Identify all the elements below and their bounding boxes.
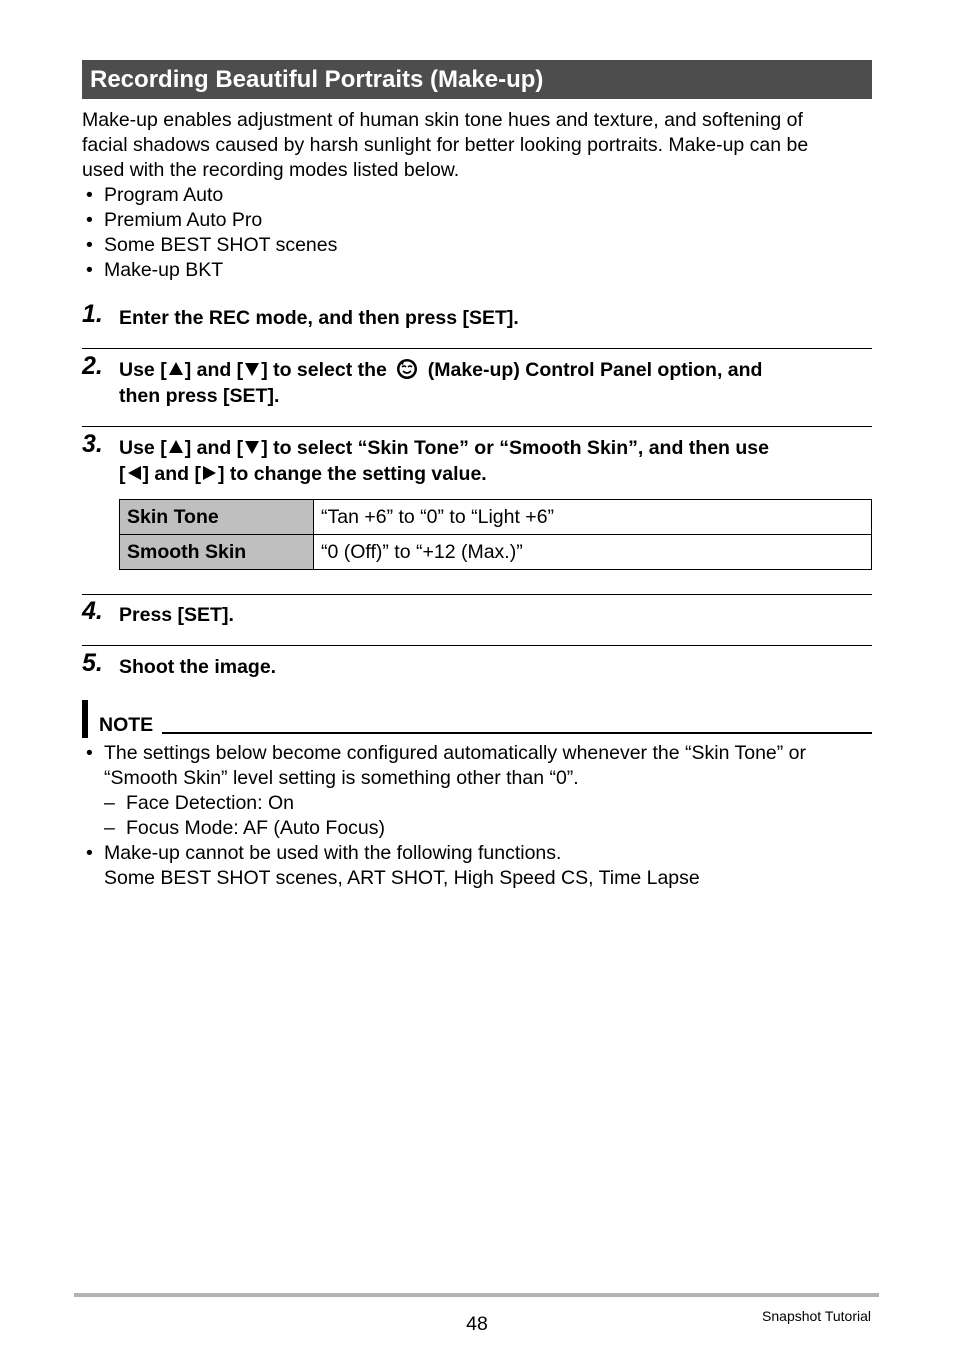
step-number: 2. [82,352,103,380]
step-text-part: ] to change the setting value. [218,463,487,485]
list-item-text: Some BEST SHOT scenes [104,234,338,256]
bullet: • [86,259,93,281]
list-item [82,791,882,816]
step-number: 5. [82,649,103,677]
bullet: • [86,742,93,764]
dash: – [104,817,115,839]
note-text: “Smooth Skin” level setting is something other than “0”. [104,767,579,789]
list-item [82,741,882,791]
footer-section-name: Snapshot Tutorial [762,1308,871,1324]
intro-line: Make-up enables adjustment of human skin tone hues and texture, and softening of [82,109,803,131]
step-text-part: (Make-up) Control Panel option, and [427,359,763,381]
step-text-part: [ [119,463,126,485]
up-arrow-icon [169,362,183,375]
step-text-part: then press [SET]. [119,385,280,407]
table-row-label: Smooth Skin [120,535,314,570]
list-item [82,208,337,233]
step-text-part: ] to select “Skin Tone” or “Smooth Skin”, and then use [261,437,769,459]
section-title: Recording Beautiful Portraits (Make-up) [82,60,872,99]
down-arrow-icon [245,363,259,376]
step-text-part: Use [ [119,437,167,459]
intro-paragraph [82,108,882,183]
step-text-part: ] and [ [142,463,201,485]
bullet: • [86,209,93,231]
footer-rule [74,1293,879,1297]
note-text: Make-up cannot be used with the following functions. [104,842,562,864]
bullet: • [86,184,93,206]
list-item [82,258,337,283]
note-text: The settings below become configured automatically whenever the “Skin Tone” or [104,742,807,764]
down-arrow-icon [245,441,259,454]
left-arrow-icon [128,466,141,480]
list-item-text: Program Auto [104,184,224,206]
intro-line: used with the recording modes listed below. [82,159,460,181]
list-item [82,816,882,841]
dash: – [104,792,115,814]
makeup-icon [396,358,418,380]
note-text: Face Detection: On [126,792,294,814]
step-text: Enter the REC mode, and then press [SET]. [119,307,519,329]
table-row [120,535,872,570]
step-text: Shoot the image. [119,656,277,678]
list-item [82,233,337,258]
intro-line: facial shadows caused by harsh sunlight for better looking portraits. Make-up can be [82,134,809,156]
bullet: • [86,842,93,864]
note-text: Focus Mode: AF (Auto Focus) [126,817,386,839]
step-text-part: ] and [ [184,359,244,381]
list-item [82,183,337,208]
list-item-text: Premium Auto Pro [104,209,263,231]
step-number: 4. [82,597,103,625]
list-item-text: Make-up BKT [104,259,224,281]
table-row-label: Skin Tone [120,500,314,535]
step-number: 3. [82,430,103,458]
step-text-part: ] and [ [184,437,244,459]
table-row [120,500,872,535]
recording-modes-list [82,183,337,283]
note-header [82,700,872,738]
table-row-value: “0 (Off)” to “+12 (Max.)” [314,535,872,570]
note-rule [162,732,872,734]
up-arrow-icon [169,440,183,453]
step-text-part: ] to select the [261,359,387,381]
step-text [119,435,872,487]
page-number: 48 [466,1313,488,1335]
settings-table [119,499,872,570]
step-divider [82,348,872,349]
step-text [119,357,872,409]
note-label: NOTE [99,714,154,736]
note-list [82,741,882,891]
step-text-part: Use [ [119,359,167,381]
step-text: Press [SET]. [119,604,234,626]
step-divider [82,426,872,427]
list-item [82,841,882,891]
step-number: 1. [82,300,103,328]
step-divider [82,645,872,646]
note-marker [82,700,88,738]
right-arrow-icon [203,466,216,480]
step-divider [82,594,872,595]
table-row-value: “Tan +6” to “0” to “Light +6” [314,500,872,535]
note-text: Some BEST SHOT scenes, ART SHOT, High Speed CS, Time Lapse [104,867,700,889]
bullet: • [86,234,93,256]
